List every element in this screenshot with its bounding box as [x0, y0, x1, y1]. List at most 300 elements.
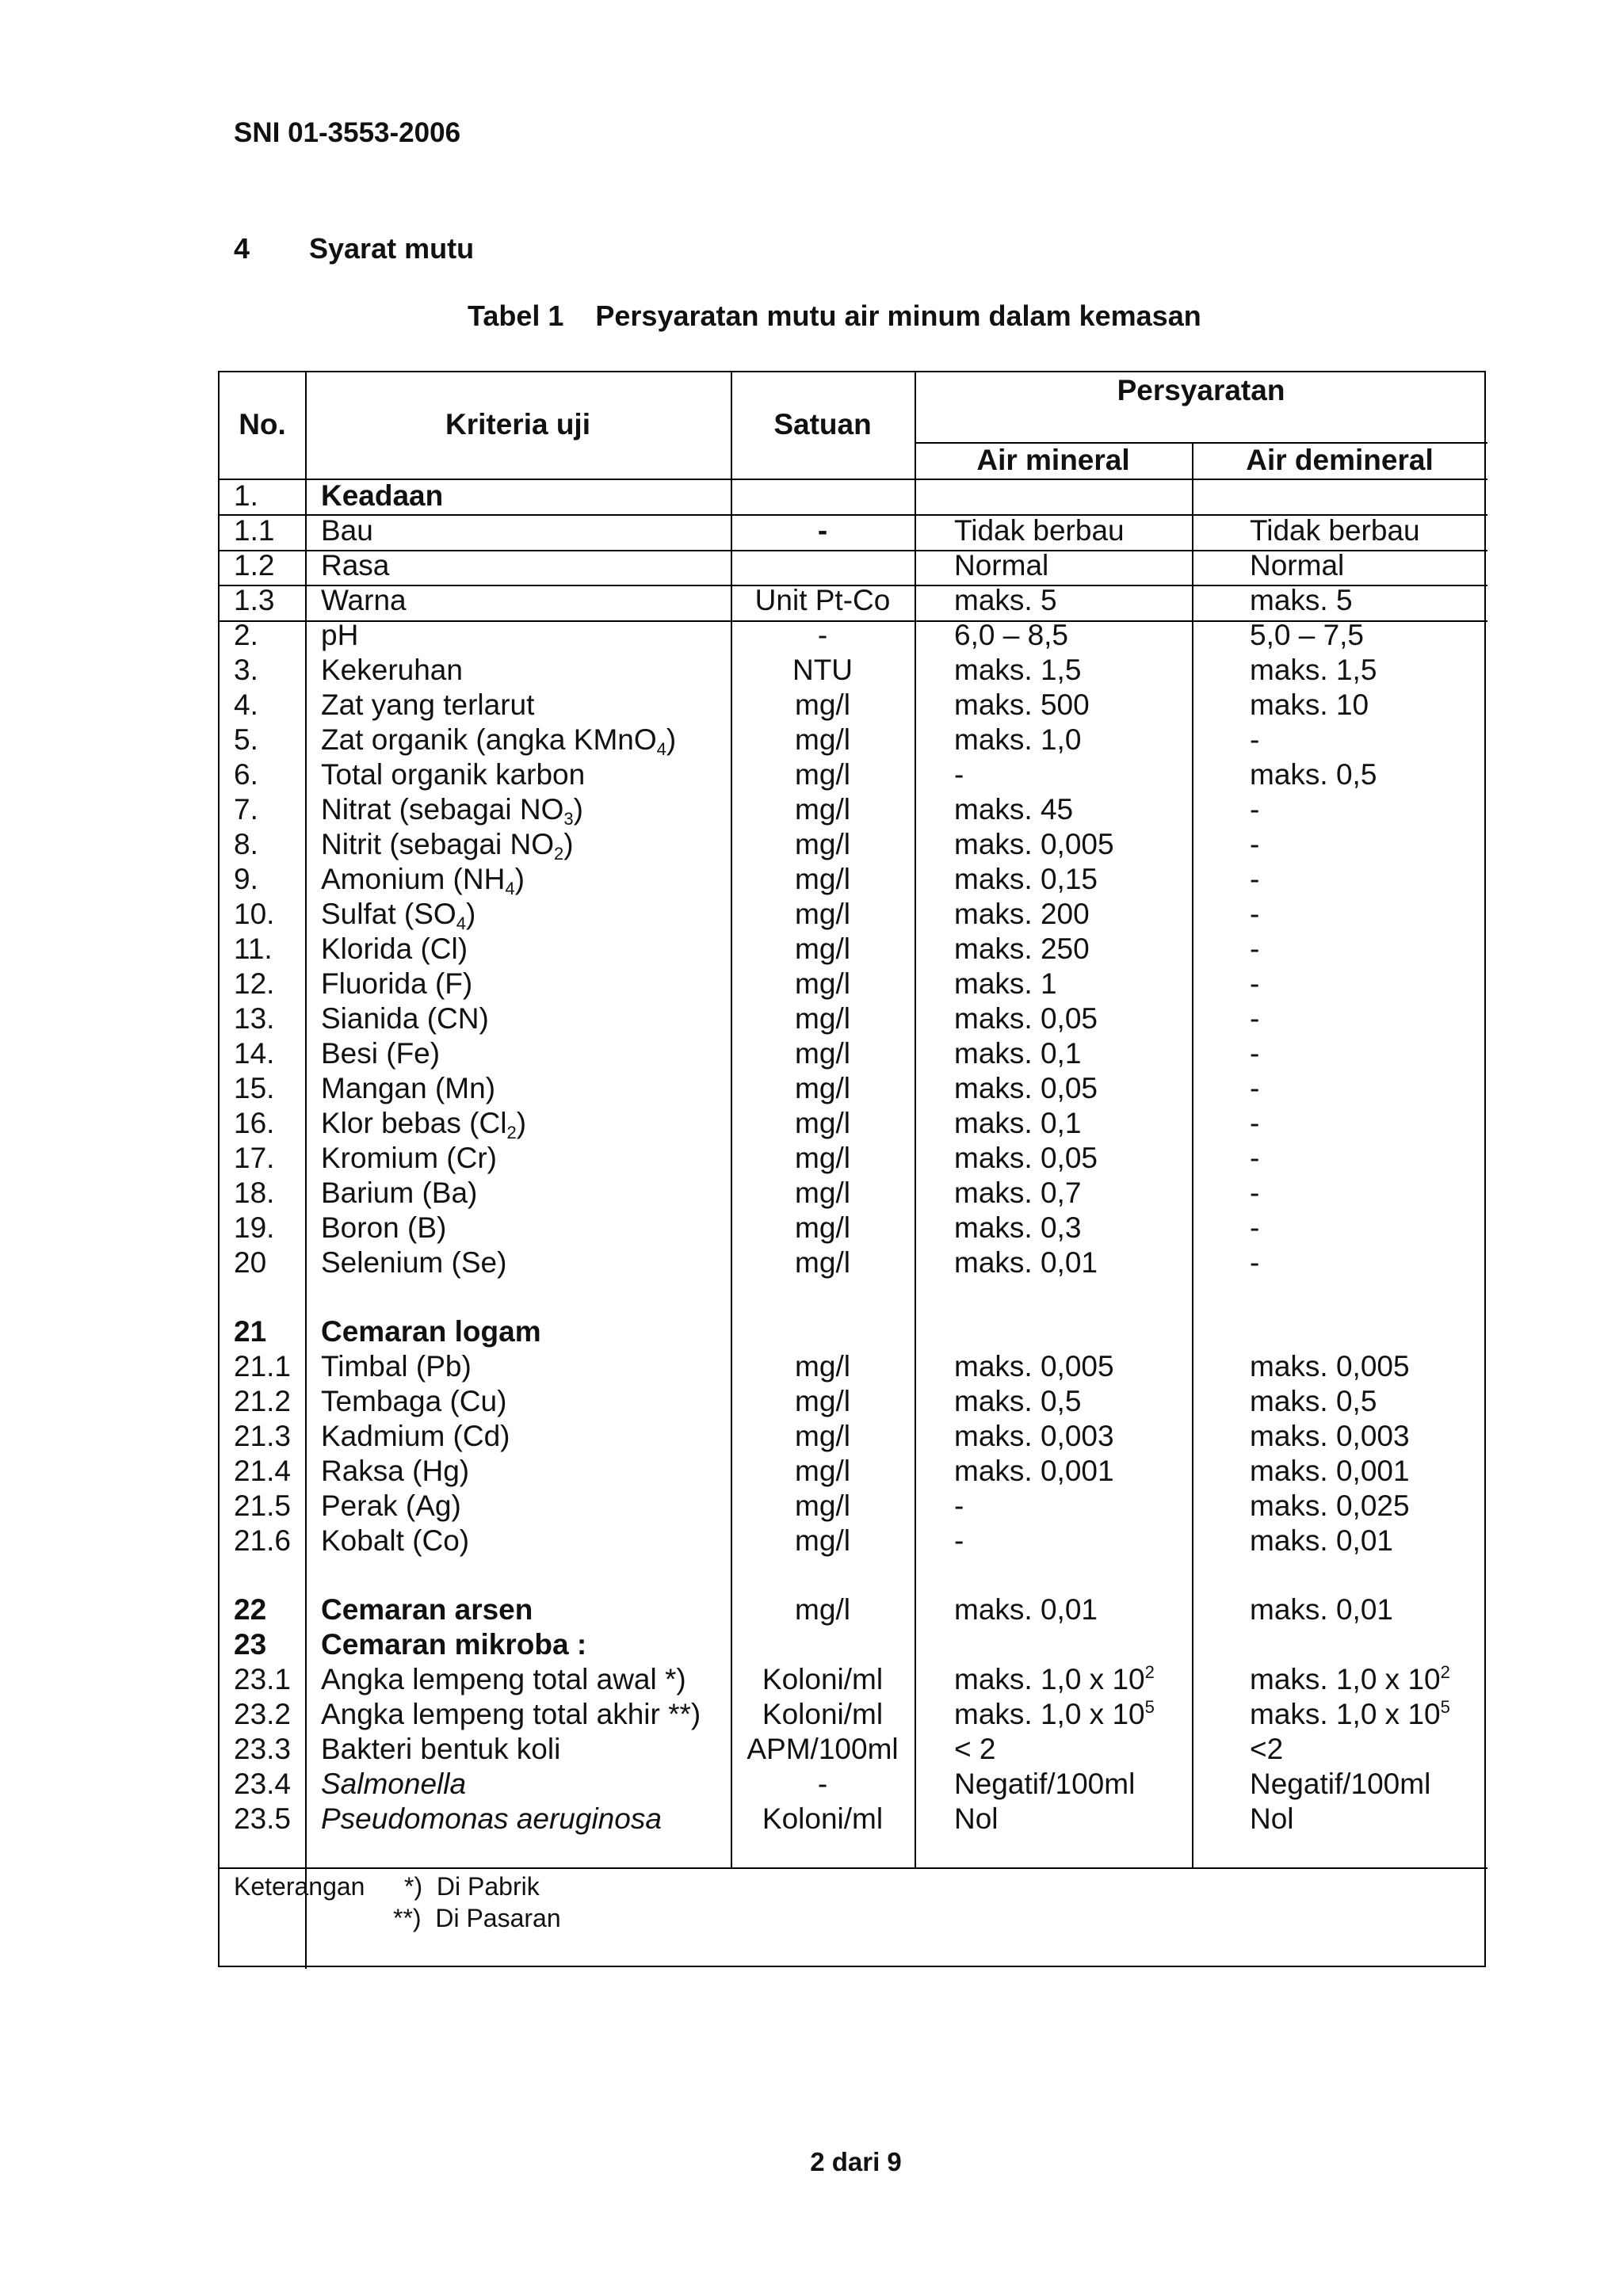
row-number: 8.	[234, 828, 258, 860]
note-line-1: *) Di Pabrik	[404, 1872, 540, 1901]
value-text: -	[1250, 967, 1260, 1000]
criteria-label	[321, 1071, 495, 1106]
table-row	[220, 1524, 1487, 1558]
unit-cell: -	[817, 1768, 828, 1800]
value-text: Tidak berbau	[1250, 514, 1420, 547]
value-text: -	[1250, 898, 1260, 930]
value-text: maks. 1	[954, 967, 1057, 1000]
criteria-label	[321, 1036, 440, 1071]
value-text: maks. 0,05	[954, 1072, 1098, 1104]
table-row	[220, 1349, 1487, 1384]
table-row	[220, 723, 1487, 757]
criteria-text: Cemaran arsen	[321, 1593, 533, 1626]
criteria-text: Besi (Fe)	[321, 1037, 441, 1070]
header-kriteria: Kriteria uji	[445, 408, 590, 441]
criteria-text: Amonium (NH	[321, 863, 506, 895]
value-text: Nol	[1250, 1802, 1294, 1835]
criteria-text: Sulfat (SO	[321, 898, 456, 930]
value-text: maks. 0,003	[954, 1420, 1114, 1452]
value-text: maks. 0,7	[954, 1177, 1082, 1209]
unit-cell: mg/l	[795, 828, 850, 860]
table-row	[220, 1732, 1487, 1767]
table-row	[220, 1245, 1487, 1280]
value-text: maks. 500	[954, 688, 1090, 721]
table-title: Tabel 1 Persyaratan mutu air minum dalam kemasan	[468, 299, 1201, 332]
row-number: 4.	[234, 688, 258, 721]
table-row	[220, 967, 1487, 1001]
value-text: -	[1250, 1002, 1260, 1035]
table-row	[220, 1419, 1487, 1454]
criteria-subscript: 4	[505, 879, 515, 898]
value-text: maks. 0,1	[954, 1037, 1082, 1070]
unit-cell: Unit Pt-Co	[754, 584, 891, 616]
value-text: maks. 45	[954, 793, 1074, 826]
row-number: 23.5	[234, 1802, 292, 1835]
criteria-label	[321, 897, 475, 932]
criteria-text: Timbal (Pb)	[321, 1350, 472, 1383]
air-demineral-value	[1250, 688, 1369, 723]
criteria-text: Angka lempeng total awal *)	[321, 1663, 686, 1695]
air-mineral-value	[954, 1732, 995, 1767]
value-text: 5,0 – 7,5	[1250, 619, 1365, 651]
criteria-text: Cemaran mikroba :	[321, 1628, 587, 1661]
air-mineral-value	[954, 1489, 964, 1524]
table-row	[220, 688, 1487, 723]
criteria-text: Bakteri bentuk koli	[321, 1733, 561, 1765]
value-text: maks. 1,0 x 10	[1250, 1698, 1441, 1730]
criteria-subscript: 2	[554, 844, 564, 864]
air-demineral-value	[1250, 1349, 1410, 1384]
criteria-text: Pseudomonas aeruginosa	[321, 1802, 662, 1835]
criteria-text: Barium (Ba)	[321, 1177, 478, 1209]
air-demineral-value	[1250, 792, 1259, 827]
value-text: Normal	[1250, 549, 1345, 582]
value-text: maks. 0,3	[954, 1211, 1082, 1244]
criteria-text: Nitrit (sebagai NO	[321, 828, 555, 860]
air-demineral-value	[1250, 757, 1377, 792]
table-row	[220, 1106, 1487, 1141]
value-text: Negatif/100ml	[1250, 1768, 1431, 1800]
air-mineral-value	[954, 1662, 1155, 1697]
criteria-subscript: 4	[656, 739, 666, 759]
unit-cell: -	[817, 619, 828, 651]
table-row	[220, 1802, 1487, 1836]
value-text: Nol	[954, 1802, 999, 1835]
value-text: maks. 1,5	[1250, 654, 1377, 686]
row-number: 14.	[234, 1037, 275, 1070]
criteria-label	[321, 1767, 466, 1802]
criteria-text: Zat yang terlarut	[321, 688, 535, 721]
criteria-subscript: 3	[563, 809, 574, 829]
air-mineral-value	[954, 1592, 1098, 1627]
air-demineral-value	[1250, 1419, 1410, 1454]
criteria-text: Sianida (CN)	[321, 1002, 489, 1035]
criteria-label	[321, 1662, 686, 1697]
table-row	[220, 1489, 1487, 1524]
value-text: maks. 5	[1250, 584, 1353, 616]
air-demineral-value	[1250, 653, 1377, 688]
value-text: maks. 1,0 x 10	[954, 1698, 1145, 1730]
table-row	[220, 1176, 1487, 1211]
notes-label: Keterangan	[234, 1872, 365, 1901]
value-text: maks. 0,5	[1250, 1385, 1377, 1417]
value-text: maks. 0,01	[954, 1593, 1098, 1626]
value-text: < 2	[954, 1733, 996, 1765]
unit-cell: mg/l	[795, 1524, 850, 1557]
table-row	[220, 1384, 1487, 1419]
row-number: 15.	[234, 1072, 275, 1104]
value-text: Tidak berbau	[954, 514, 1125, 547]
criteria-label	[321, 723, 676, 757]
table-row	[220, 479, 1487, 513]
air-demineral-value	[1250, 548, 1344, 583]
section-number: 4	[234, 232, 250, 265]
row-number: 1.1	[234, 514, 275, 547]
table-row	[220, 932, 1487, 967]
criteria-text: Klor bebas (Cl	[321, 1107, 507, 1139]
air-mineral-value	[954, 1036, 1081, 1071]
table-row	[220, 1314, 1487, 1349]
criteria-text-end: )	[666, 723, 677, 756]
value-text: -	[1250, 1246, 1260, 1279]
row-number: 10.	[234, 898, 275, 930]
table-row	[220, 1627, 1487, 1662]
row-number: 6.	[234, 758, 258, 791]
air-demineral-value	[1250, 1071, 1259, 1106]
table-row	[220, 1211, 1487, 1245]
criteria-text-end: )	[516, 1107, 527, 1139]
unit-cell: mg/l	[795, 723, 850, 756]
unit-cell: Koloni/ml	[762, 1663, 884, 1695]
unit-cell: mg/l	[795, 1037, 850, 1070]
value-text: maks. 0,005	[1250, 1350, 1410, 1383]
air-mineral-value	[954, 1176, 1081, 1211]
criteria-text: Boron (B)	[321, 1211, 447, 1244]
criteria-label	[321, 653, 463, 688]
value-text: maks. 0,01	[954, 1246, 1098, 1279]
unit-cell: mg/l	[795, 1142, 850, 1174]
row-number: 9.	[234, 863, 258, 895]
header-air-demineral: Air demineral	[1246, 444, 1434, 476]
air-demineral-value	[1250, 1176, 1259, 1211]
value-text: -	[1250, 1142, 1260, 1174]
row-number: 23.2	[234, 1698, 292, 1730]
row-number: 18.	[234, 1177, 275, 1209]
air-demineral-value	[1250, 827, 1259, 862]
unit-cell: mg/l	[795, 1489, 850, 1522]
row-number: 1.	[234, 479, 258, 512]
value-text: -	[1250, 933, 1260, 965]
row-number: 21.4	[234, 1455, 292, 1487]
air-mineral-value	[954, 653, 1081, 688]
criteria-label	[321, 1176, 477, 1211]
unit-cell: mg/l	[795, 1420, 850, 1452]
table-row	[220, 862, 1487, 897]
unit-cell: mg/l	[795, 1002, 850, 1035]
row-number: 23.3	[234, 1733, 292, 1765]
unit-cell: mg/l	[795, 793, 850, 826]
unit-cell: mg/l	[795, 1177, 850, 1209]
row-number: 13.	[234, 1002, 275, 1035]
value-text: -	[954, 1524, 964, 1557]
table-row	[220, 757, 1487, 792]
row-number: 21.6	[234, 1524, 292, 1557]
air-mineral-value	[954, 1071, 1098, 1106]
criteria-label	[321, 1489, 461, 1524]
criteria-label	[321, 1732, 560, 1767]
value-text: -	[1250, 1107, 1260, 1139]
criteria-text-end: )	[514, 863, 525, 895]
value-exponent: 2	[1144, 1662, 1155, 1682]
criteria-label	[321, 792, 583, 827]
criteria-label	[321, 932, 468, 967]
section-title: Syarat mutu	[309, 232, 475, 265]
criteria-text: Rasa	[321, 549, 390, 582]
row-number: 1.2	[234, 549, 275, 582]
unit-cell: APM/100ml	[747, 1733, 899, 1765]
value-exponent: 2	[1440, 1662, 1450, 1682]
table-row	[220, 513, 1487, 548]
value-text: -	[1250, 1072, 1260, 1104]
value-text: maks. 1,0 x 10	[954, 1663, 1145, 1695]
table-row	[220, 1697, 1487, 1732]
row-number: 5.	[234, 723, 258, 756]
air-demineral-value	[1250, 932, 1259, 967]
air-mineral-value	[954, 897, 1090, 932]
unit-cell: NTU	[792, 654, 854, 686]
unit-cell: mg/l	[795, 898, 850, 930]
air-demineral-value	[1250, 1454, 1410, 1489]
criteria-label	[321, 1106, 526, 1141]
criteria-label	[321, 548, 389, 583]
value-text: maks. 250	[954, 933, 1090, 965]
air-demineral-value	[1250, 1489, 1410, 1524]
value-text: maks. 1,0 x 10	[1250, 1663, 1441, 1695]
air-demineral-value	[1250, 618, 1364, 653]
value-text: -	[1250, 1211, 1260, 1244]
row-number: 21.3	[234, 1420, 292, 1452]
air-demineral-value	[1250, 897, 1259, 932]
value-text: -	[1250, 828, 1260, 860]
value-exponent: 5	[1144, 1697, 1155, 1717]
value-text: -	[954, 1489, 964, 1522]
unit-cell: mg/l	[795, 1211, 850, 1244]
air-demineral-value	[1250, 1524, 1393, 1558]
value-text: maks. 0,025	[1250, 1489, 1410, 1522]
table-row	[220, 1001, 1487, 1036]
criteria-text: Keadaan	[321, 479, 444, 512]
table-row	[220, 1767, 1487, 1802]
table-row	[220, 618, 1487, 653]
value-text: maks. 5	[954, 584, 1057, 616]
value-text: maks. 0,005	[954, 1350, 1114, 1383]
air-mineral-value	[954, 1349, 1114, 1384]
row-number: 11.	[234, 933, 273, 965]
air-demineral-value	[1250, 1662, 1450, 1697]
unit-cell: Koloni/ml	[762, 1802, 884, 1835]
criteria-text: Zat organik (angka KMnO	[321, 723, 657, 756]
value-text: maks. 10	[1250, 688, 1369, 721]
row-number: 17.	[234, 1142, 275, 1174]
air-demineral-value	[1250, 1592, 1393, 1627]
air-mineral-value	[954, 827, 1114, 862]
air-mineral-value	[954, 1697, 1155, 1732]
unit-cell: -	[817, 514, 828, 547]
row-number: 3.	[234, 654, 258, 686]
table-row	[220, 1454, 1487, 1489]
value-text: -	[1250, 793, 1260, 826]
unit-cell: mg/l	[795, 758, 850, 791]
criteria-label	[321, 618, 358, 653]
criteria-label	[321, 1001, 489, 1036]
air-mineral-value	[954, 1384, 1081, 1419]
table-row	[220, 548, 1487, 583]
air-mineral-value	[954, 583, 1057, 618]
value-text: maks. 1,5	[954, 654, 1082, 686]
unit-cell: mg/l	[795, 1593, 850, 1626]
table-row	[220, 653, 1487, 688]
air-demineral-value	[1250, 1384, 1377, 1419]
criteria-text: Selenium (Se)	[321, 1246, 507, 1279]
air-mineral-value	[954, 967, 1057, 1001]
air-mineral-value	[954, 548, 1048, 583]
row-number: 20	[234, 1246, 267, 1279]
criteria-text: Tembaga (Cu)	[321, 1385, 507, 1417]
air-mineral-value	[954, 862, 1098, 897]
value-text: maks. 0,01	[1250, 1593, 1393, 1626]
criteria-text-end: )	[573, 793, 583, 826]
table-row	[220, 1592, 1487, 1627]
criteria-label	[321, 1592, 533, 1627]
row-number: 23	[234, 1628, 267, 1661]
criteria-label	[321, 1524, 469, 1558]
criteria-label	[321, 1211, 446, 1245]
air-mineral-value	[954, 757, 964, 792]
document-code: SNI 01-3553-2006	[234, 117, 461, 148]
header-air-mineral: Air mineral	[976, 444, 1130, 476]
row-number: 21.2	[234, 1385, 292, 1417]
criteria-text: Kekeruhan	[321, 654, 463, 686]
row-number: 21	[234, 1315, 267, 1348]
unit-cell: mg/l	[795, 1385, 850, 1417]
value-text: -	[1250, 723, 1260, 756]
air-demineral-value	[1250, 1767, 1430, 1802]
value-text: Normal	[954, 549, 1049, 582]
value-text: -	[954, 758, 964, 791]
criteria-text: Kadmium (Cd)	[321, 1420, 510, 1452]
criteria-label	[321, 479, 443, 513]
air-demineral-value	[1250, 1802, 1294, 1836]
air-demineral-value	[1250, 1697, 1450, 1732]
value-text: maks. 0,001	[1250, 1455, 1410, 1487]
criteria-text: Bau	[321, 514, 373, 547]
criteria-label	[321, 757, 585, 792]
criteria-text: pH	[321, 619, 359, 651]
header-persyaratan: Persyaratan	[1117, 374, 1285, 406]
air-demineral-value	[1250, 1001, 1259, 1036]
unit-cell: mg/l	[795, 933, 850, 965]
table-row	[220, 1036, 1487, 1071]
air-demineral-value	[1250, 723, 1259, 757]
air-mineral-value	[954, 513, 1125, 548]
row-number: 7.	[234, 793, 258, 826]
air-mineral-value	[954, 688, 1090, 723]
criteria-label	[321, 1245, 506, 1280]
unit-cell: mg/l	[795, 1246, 850, 1279]
section-heading	[234, 232, 474, 265]
value-text: maks. 0,05	[954, 1002, 1098, 1035]
air-mineral-value	[954, 1245, 1098, 1280]
value-text: maks. 0,5	[954, 1385, 1082, 1417]
criteria-text-end: )	[465, 898, 476, 930]
air-mineral-value	[954, 792, 1073, 827]
criteria-label	[321, 1627, 586, 1662]
criteria-label	[321, 583, 407, 618]
value-text: <2	[1250, 1733, 1284, 1765]
row-number: 19.	[234, 1211, 275, 1244]
value-text: maks. 0,1	[954, 1107, 1082, 1139]
row-number: 21.5	[234, 1489, 292, 1522]
value-exponent: 5	[1440, 1697, 1450, 1717]
air-mineral-value	[954, 932, 1090, 967]
criteria-text: Kobalt (Co)	[321, 1524, 470, 1557]
row-number: 23.4	[234, 1768, 292, 1800]
unit-cell: mg/l	[795, 1350, 850, 1383]
value-text: -	[1250, 1037, 1260, 1070]
air-mineral-value	[954, 723, 1081, 757]
table-row	[220, 1141, 1487, 1176]
criteria-label	[321, 1697, 701, 1732]
criteria-text: Total organik karbon	[321, 758, 586, 791]
page-number: 2 dari 9	[810, 2147, 902, 2176]
criteria-label	[321, 1454, 469, 1489]
criteria-label	[321, 967, 472, 1001]
unit-cell: mg/l	[795, 688, 850, 721]
unit-cell: mg/l	[795, 863, 850, 895]
criteria-label	[321, 688, 534, 723]
criteria-text: Warna	[321, 584, 407, 616]
criteria-text: Raksa (Hg)	[321, 1455, 470, 1487]
unit-cell: mg/l	[795, 1455, 850, 1487]
criteria-label	[321, 827, 574, 862]
criteria-text-end: )	[563, 828, 574, 860]
table-row	[220, 1662, 1487, 1697]
criteria-text: Klorida (Cl)	[321, 933, 468, 965]
value-text: -	[1250, 1177, 1260, 1209]
table-row	[220, 897, 1487, 932]
table-row	[220, 583, 1487, 618]
value-text: maks. 0,05	[954, 1142, 1098, 1174]
air-mineral-value	[954, 1106, 1081, 1141]
air-mineral-value	[954, 1454, 1114, 1489]
air-mineral-value	[954, 1141, 1098, 1176]
value-text: maks. 0,005	[954, 828, 1114, 860]
air-demineral-value	[1250, 513, 1420, 548]
air-mineral-value	[954, 1524, 964, 1558]
row-number: 16.	[234, 1107, 275, 1139]
air-demineral-value	[1250, 583, 1353, 618]
air-mineral-value	[954, 1001, 1098, 1036]
air-mineral-value	[954, 1767, 1135, 1802]
criteria-text: Angka lempeng total akhir **)	[321, 1698, 701, 1730]
value-text: maks. 0,5	[1250, 758, 1377, 791]
air-demineral-value	[1250, 1245, 1259, 1280]
value-text: -	[1250, 863, 1260, 895]
criteria-text: Fluorida (F)	[321, 967, 473, 1000]
value-text: maks. 1,0	[954, 723, 1082, 756]
header-satuan: Satuan	[773, 408, 872, 441]
air-demineral-value	[1250, 967, 1259, 1001]
